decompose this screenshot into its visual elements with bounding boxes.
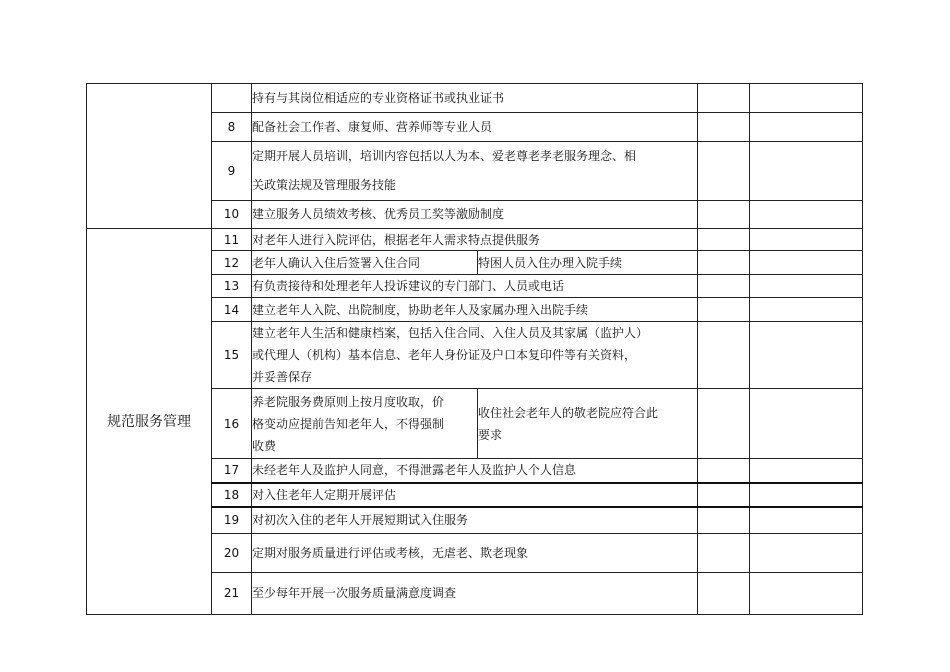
row-number: 16 <box>212 389 252 459</box>
row-number: 12 <box>212 251 252 275</box>
row-number: 14 <box>212 298 252 322</box>
requirement-text: 对老年人进行入院评估，根据老年人需求特点提供服务 <box>252 229 698 251</box>
requirement-text: 未经老年人及监护人同意，不得泄露老年人及监护人个人信息 <box>252 459 698 483</box>
check-cell[interactable] <box>698 251 750 275</box>
row-number: 18 <box>212 483 252 507</box>
requirement-text: 有负责接待和处理老年人投诉建议的专门部门、人员或电话 <box>252 275 698 298</box>
remark-cell[interactable] <box>750 142 863 201</box>
row-number: 17 <box>212 459 252 483</box>
remark-cell[interactable] <box>750 229 863 251</box>
check-cell[interactable] <box>698 322 750 389</box>
remark-cell[interactable] <box>750 459 863 483</box>
requirement-text: 配备社会工作者、康复师、营养师等专业人员 <box>252 113 698 142</box>
check-cell[interactable] <box>698 459 750 483</box>
check-cell[interactable] <box>698 483 750 507</box>
check-cell[interactable] <box>698 84 750 113</box>
check-cell[interactable] <box>698 507 750 534</box>
row-number <box>212 84 252 113</box>
check-cell[interactable] <box>698 534 750 573</box>
row-number: 9 <box>212 142 252 201</box>
remark-cell[interactable] <box>750 298 863 322</box>
requirement-text: 至少每年开展一次服务质量满意度调查 <box>252 573 698 615</box>
table-row <box>87 84 863 113</box>
requirement-text: 建立老年人生活和健康档案，包括入住合同、入住人员及其家属（监护人） 或代理人（机构）基本信息、老年人身份证及户口本复印件等有关资料， 并妥善保存 <box>252 322 698 389</box>
remark-cell[interactable] <box>750 389 863 459</box>
remark-cell[interactable] <box>750 507 863 534</box>
requirement-text: 持有与其岗位相适应的专业资格证书或执业证书 <box>252 84 698 113</box>
requirement-text-left: 老年人确认入住后签署入住合同 <box>252 251 478 275</box>
row-number: 20 <box>212 534 252 573</box>
requirement-text-right: 特困人员入住办理入院手续 <box>478 251 698 275</box>
check-cell[interactable] <box>698 275 750 298</box>
remark-cell[interactable] <box>750 113 863 142</box>
table-row <box>87 229 863 251</box>
remark-cell[interactable] <box>750 534 863 573</box>
requirement-text: 对初次入住的老年人开展短期试入住服务 <box>252 507 698 534</box>
check-cell[interactable] <box>698 229 750 251</box>
row-number: 21 <box>212 573 252 615</box>
category-cell: 规范服务管理 <box>87 229 212 615</box>
remark-cell[interactable] <box>750 483 863 507</box>
check-cell[interactable] <box>698 298 750 322</box>
remark-cell[interactable] <box>750 251 863 275</box>
check-cell[interactable] <box>698 142 750 201</box>
check-cell[interactable] <box>698 113 750 142</box>
row-number: 8 <box>212 113 252 142</box>
row-number: 10 <box>212 201 252 229</box>
row-number: 19 <box>212 507 252 534</box>
requirement-text-left: 养老院服务费原则上按月度收取，价 格变动应提前告知老年人，不得强制 收费 <box>252 389 478 459</box>
remark-cell[interactable] <box>750 573 863 615</box>
row-number: 15 <box>212 322 252 389</box>
remark-cell[interactable] <box>750 201 863 229</box>
requirement-text: 定期开展人员培训，培训内容包括以人为本、爱老尊老孝老服务理念、相 关政策法规及管理服务技能 <box>252 142 698 201</box>
requirement-text: 定期对服务质量进行评估或考核，无虐老、欺老现象 <box>252 534 698 573</box>
row-number: 13 <box>212 275 252 298</box>
category-cell-staff <box>87 84 212 229</box>
inspection-table <box>86 83 863 615</box>
row-number: 11 <box>212 229 252 251</box>
requirement-text-right: 收住社会老年人的敬老院应符合此 要求 <box>478 389 698 459</box>
remark-cell[interactable] <box>750 322 863 389</box>
check-cell[interactable] <box>698 201 750 229</box>
check-cell[interactable] <box>698 573 750 615</box>
check-cell[interactable] <box>698 389 750 459</box>
requirement-text: 对入住老年人定期开展评估 <box>252 483 698 507</box>
requirement-text: 建立服务人员绩效考核、优秀员工奖等激励制度 <box>252 201 698 229</box>
requirement-text: 建立老年人入院、出院制度，协助老年人及家属办理入出院手续 <box>252 298 698 322</box>
remark-cell[interactable] <box>750 275 863 298</box>
remark-cell[interactable] <box>750 84 863 113</box>
